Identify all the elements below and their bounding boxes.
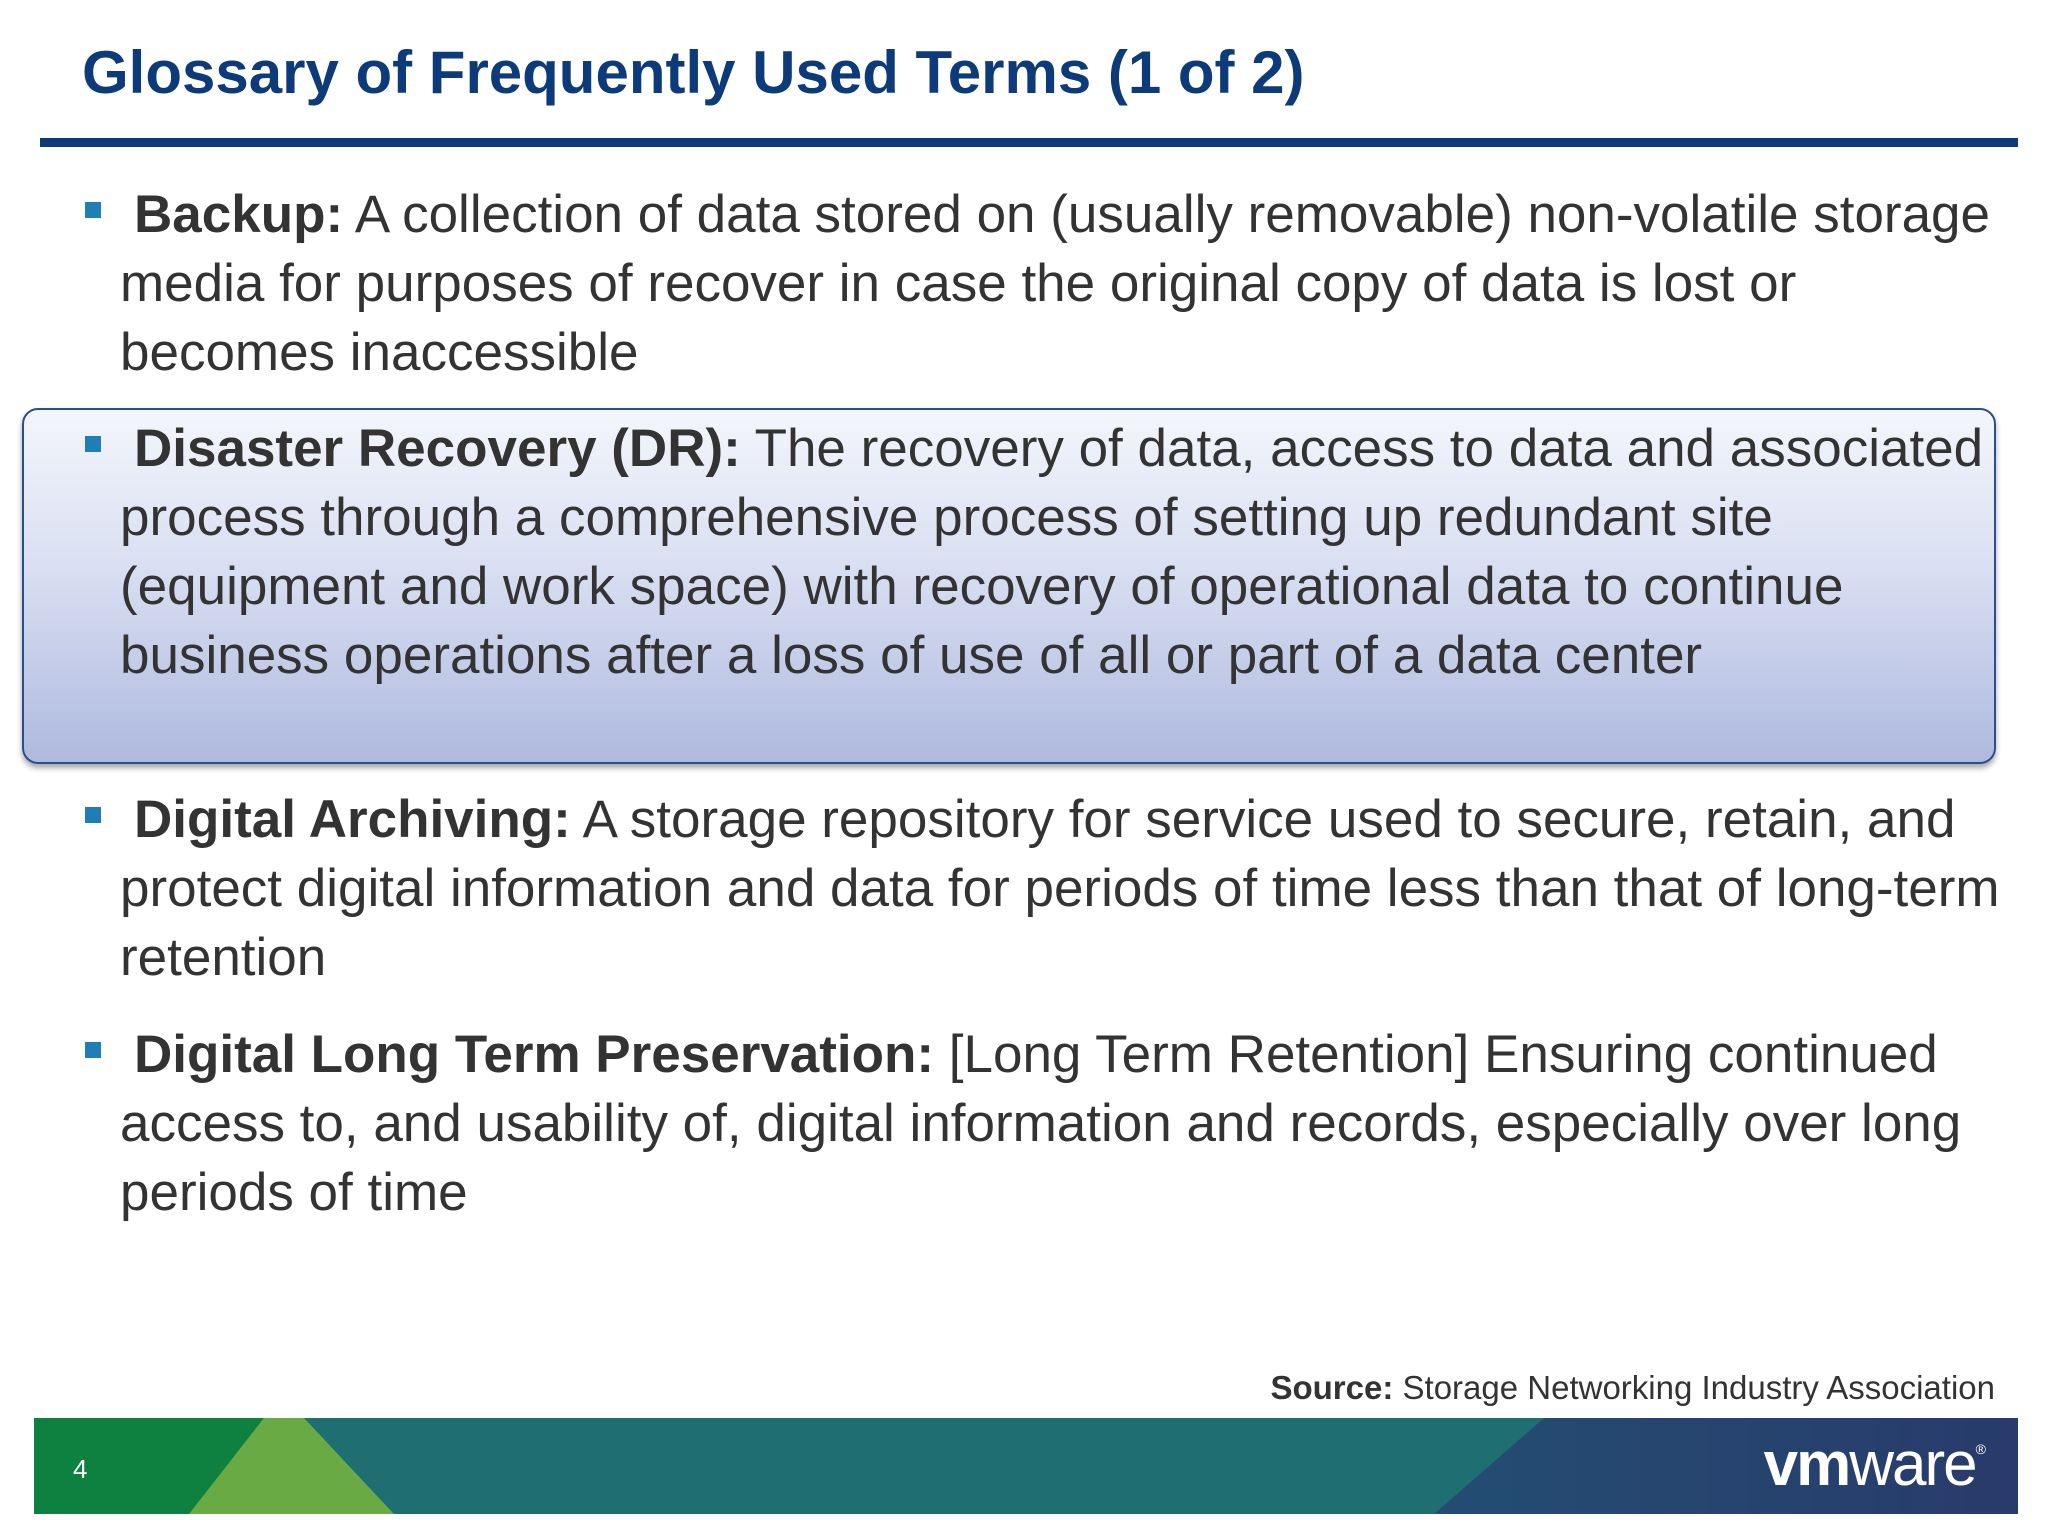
square-bullet-icon (85, 436, 101, 452)
term-definition: The recovery of data, access to data and associated process through a comprehensive process of setting up redundant site (equipment and work space) with recovery of operational data to continue business operations after a loss of use of all or part of a data center (120, 419, 1984, 685)
glossary-term-digital-archiving (120, 785, 2000, 992)
footer-banner (34, 1418, 2018, 1514)
vmware-logo: vmware® (1763, 1430, 1986, 1499)
source-label: Source: (1270, 1369, 1394, 1406)
square-bullet-icon (85, 807, 101, 823)
term-name: Disaster Recovery (DR): (134, 419, 741, 478)
term-definition: A storage repository for service used to secure, retain, and protect digital information and data for periods of time less than that of long-term retention (120, 790, 2000, 987)
square-bullet-icon (85, 202, 101, 218)
term-name: Digital Long Term Preservation: (134, 1025, 935, 1084)
glossary-term-disaster-recovery (120, 414, 2000, 690)
source-text: Storage Networking Industry Association (1402, 1369, 1995, 1406)
term-name: Backup: (134, 185, 344, 244)
glossary-term-backup (120, 180, 2000, 387)
footer-graphic (34, 1418, 2018, 1514)
square-bullet-icon (85, 1042, 101, 1058)
glossary-term-digital-long-term-preservation (120, 1020, 2000, 1227)
term-definition: [Long Term Retention] Ensuring continued access to, and usability of, digital information and records, especially over long periods of time (120, 1025, 1962, 1222)
title-divider (40, 138, 2018, 147)
slide-title: Glossary of Frequently Used Terms (1 of 2) (82, 39, 1305, 106)
source-citation (1270, 1369, 1995, 1407)
term-name: Digital Archiving: (134, 790, 571, 849)
page-number: 4 (73, 1454, 88, 1484)
term-definition: A collection of data stored on (usually removable) non-volatile storage media for purposes of recover in case the original copy of data is lost or becomes inaccessible (120, 185, 1991, 382)
